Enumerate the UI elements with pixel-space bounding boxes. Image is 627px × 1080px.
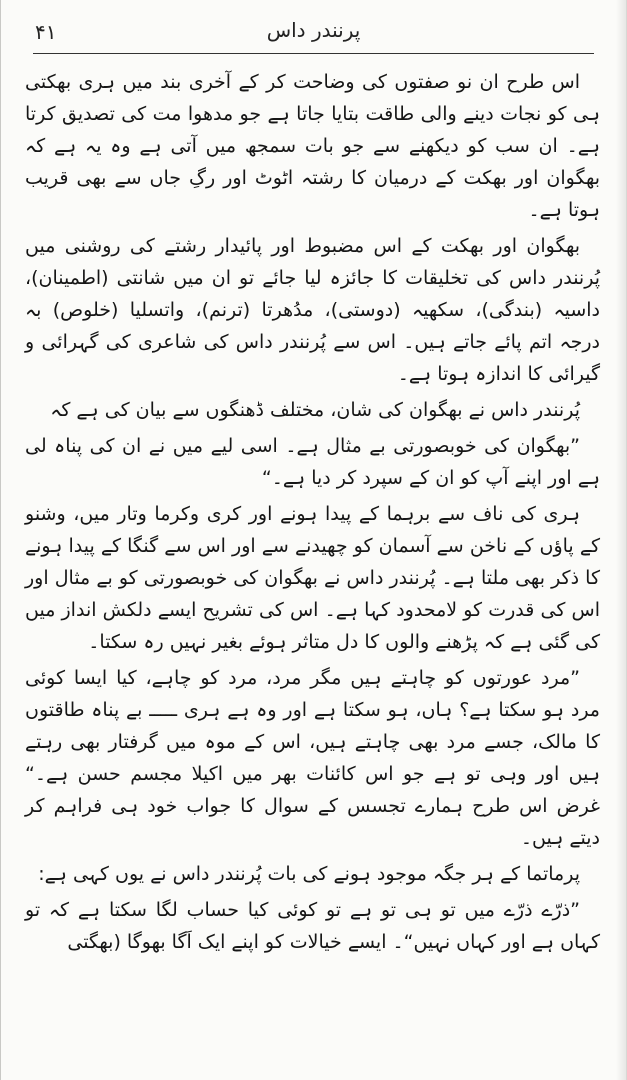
page-number: ۴۱	[35, 20, 57, 44]
paragraph-5: پرماتما کے ہر جگہ موجود ہونے کی بات پُرنندر داس نے یوں کہی ہے:	[38, 863, 580, 885]
quotation-2: ”مرد عورتوں کو چاہتے ہیں مگر مرد، مرد کو چاہے، کیا ایسا کوئی مرد ہو سکتا ہے؟ ہاں، ہو سکتا ہے اور وہ ہے ہری ـــــ بے پناہ طاقتوں کا مالک، جسے مرد بھی چاہتے ہیں، اس کے موہ میں گرفتار بھی رہتے ہیں اور وہی تو ہے جو اس کائنات بھر میں اکیلا مجسم حسن ہے۔“ غرض اس طرح ہمارے تجسس کے سوال کا جواب خود ہی فراہم کر دیتے ہیں۔	[25, 667, 600, 849]
page-header	[25, 18, 602, 54]
running-head: پرنندر داس	[266, 18, 361, 42]
paragraph-3: پُرنندر داس نے بھگوان کی شان، مختلف ڈھنگوں سے بیان کی ہے کہ	[50, 399, 580, 421]
quotation-1: ”بھگوان کی خوبصورتی بے مثال ہے۔ اسی لیے میں نے ان کی پناہ لی ہے اور اپنے آپ کو ان کے سپرد کر دیا ہے۔“	[25, 435, 600, 489]
page-body	[25, 66, 600, 1060]
quotation-3: ”ذرّے ذرّے میں تو ہی تو ہے تو کوئی کیا حساب لگا سکتا ہے کہ تو کہاں ہے اور کہاں نہیں“۔ ایسے خیالات کو اپنے ایک اَگا بھوگا (بھگتی	[25, 899, 600, 953]
header-rule	[33, 53, 594, 54]
paragraph-4: ہری کی ناف سے برہما کے پیدا ہونے اور کری وکرما وتار میں، وشنو کے پاؤں کے ناخن سے آسمان کو چھیدنے سے اور اس سے گنگا کے پیدا ہونے کا ذکر بھی ملتا ہے۔ پُرنندر داس نے بھگوان کی خوبصورتی کو بے مثال اور اس کی قدرت کو لامحدود کہا ہے۔ اس کی تشریح ایسے دلکش انداز میں کی گئی ہے کہ پڑھنے والوں کا دل متاثر ہوئے بغیر نہیں رہ سکتا۔	[25, 503, 600, 653]
paragraph-1: اس طرح ان نو صفتوں کی وضاحت کر کے آخری بند میں ہری بھکتی ہی کو نجات دینے والی طاقت بتایا جاتا ہے جو مدھوا مت کی تصدیق کرتا ہے۔ ان سب کو دیکھنے سے جو بات سمجھ میں آتی ہے وہ یہ ہے کہ بھگوان اور بھکت کے درمیان کا رشتہ اٹوٹ اور رگِ جاں سے بھی قریب ہوتا ہے۔	[25, 71, 600, 221]
paragraph-2: بھگوان اور بھکت کے اس مضبوط اور پائیدار رشتے کی روشنی میں پُرنندر داس کی تخلیقات کا جائزہ لیا جائے تو ان میں شانتی (اطمینان)، داسیہ (بندگی)، سکھیہ (دوستی)، مدُھرتا (ترنم)، واتسلیا (خلوص) بہ درجہ اتم پائے جاتے ہیں۔ اس سے پُرنندر داس کی شاعری کی گہرائی و گیرائی کا اندازہ ہوتا ہے۔	[25, 235, 600, 385]
